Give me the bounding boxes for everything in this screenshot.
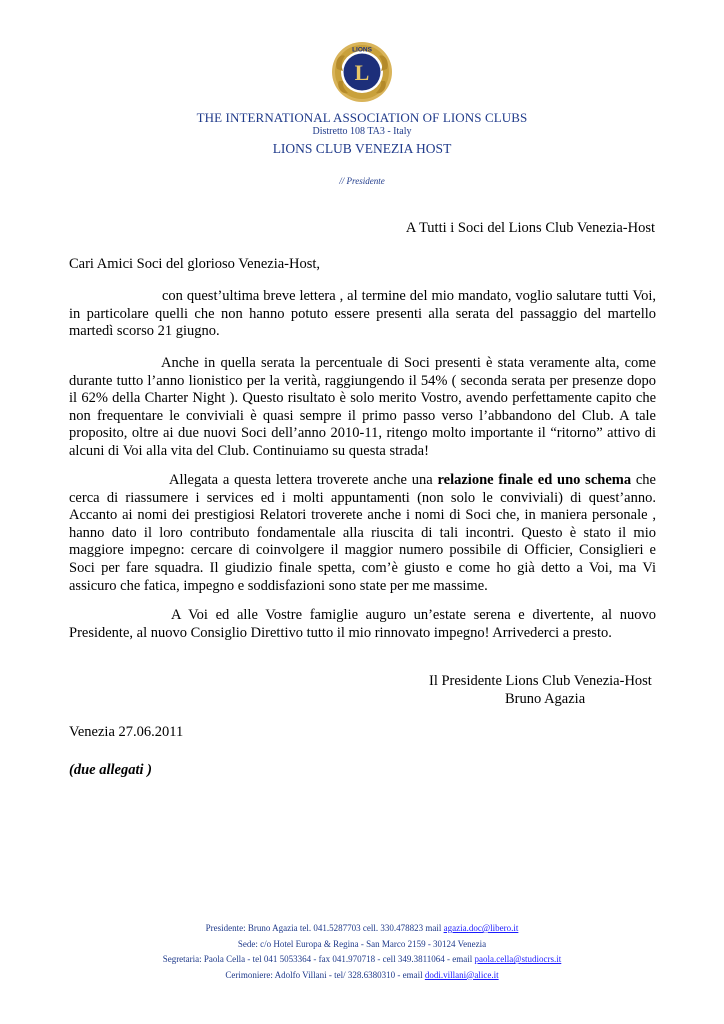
association-title: THE INTERNATIONAL ASSOCIATION OF LIONS CLUBS xyxy=(196,110,528,125)
footer-ceremony-line xyxy=(0,968,724,984)
paragraph-2-text: Anche in quella serata la percentuale di Soci presenti è stata veramente alta, come durante tutto l’anno lionistico per la verità, raggiungendo il 54% ( seconda serata per presenze dopo il 62% della Charter Night ). Questo risultato è solo merito Vostro, avendo perfettamente capito che non frequentare le conviviali è quasi sempre il primo passo verso l’abbandono del Club. A tale proposito, oltre ai due nuovi Soci dell’anno 2010-11, ritengo molto importante il “ritorno” attivo di alcuni di Voi alla vita del Club. Continuiamo su questa strada! xyxy=(69,355,656,459)
signature-block xyxy=(429,673,652,708)
office-label: // Presidente xyxy=(339,176,385,186)
greeting: Cari Amici Soci del glorioso Venezia-Host, xyxy=(69,256,321,272)
lions-logo xyxy=(331,41,393,103)
paragraph-2 xyxy=(69,355,656,461)
paragraph-4-text: A Voi ed alle Vostre famiglie auguro un’estate serena e divertente, al nuovo Presidente, al nuovo Consiglio Direttivo tutto il mio rinnovato impegno! Arrivederci a presto. xyxy=(69,607,656,641)
club-name: LIONS CLUB VENEZIA HOST xyxy=(272,141,452,156)
logo-text: LIONS xyxy=(352,46,372,54)
logo-letter: L xyxy=(354,60,370,85)
footer-ceremony-text: Cerimoniere: Adolfo Villani - tel/ 328.6380310 - email xyxy=(225,969,425,980)
paragraph-3-text-a: Allegata a questa lettera troverete anche una xyxy=(169,472,438,488)
attachments-note: (due allegati ) xyxy=(69,762,152,778)
president-email-link[interactable]: agazia.doc@libero.it xyxy=(443,923,519,933)
footer-president-line xyxy=(0,921,724,937)
footer-secretary-line xyxy=(0,952,724,968)
footer-secretary-text: Segretaria: Paola Cella - tel 041 5053364 - fax 041.970718 - cell 349.3811064 - email xyxy=(162,954,475,965)
footer-seat-line: Sede: c/o Hotel Europa & Regina - San Marco 2159 - 30124 Venezia xyxy=(237,938,487,949)
signature-name: Bruno Agazia xyxy=(505,690,586,707)
letter-date: Venezia 27.06.2011 xyxy=(69,724,184,740)
paragraph-4 xyxy=(69,607,656,642)
paragraph-1 xyxy=(69,288,656,341)
footer-contacts xyxy=(0,921,724,983)
secretary-email-link[interactable]: paola.cella@studiocrs.it xyxy=(474,954,562,965)
footer-president-text: Presidente: Bruno Agazia tel. 041.5287703 cell. 330.478823 mail xyxy=(205,923,444,933)
paragraph-1-text: con quest’ultima breve lettera , al termine del mio mandato, voglio salutare tutti Voi, in particolare quelli che non hanno potuto essere presenti alla serata del passaggio del martello martedì scorso 21 giugno. xyxy=(69,288,656,340)
district-line: Distretto 108 TA3 - Italy xyxy=(312,126,412,137)
addressee: A Tutti i Soci del Lions Club Venezia-Host xyxy=(405,220,655,236)
paragraph-3-text-b: che cerca di riassumere i services ed i molti appuntamenti (non solo le conviviali) di quest’anno. Accanto ai nomi dei prestigiosi Relatori troverete anche i nomi di Soci che, in maniera personale , hanno dato il loro contributo fondamentale alla riuscita di tali incontri. Questo è stato il mio maggiore impegno: cercare di coinvolgere il maggior numero possibile di Officier, Consiglieri e Soci per fare squadra. Il giudizio finale spetta, com’è giusto e come ho già detto a Voi, ma Vi assicuro che fatica, impegno e soddisfazioni sono state per me massime. xyxy=(69,472,656,594)
paragraph-3 xyxy=(69,472,656,595)
signature-title: Il Presidente Lions Club Venezia-Host xyxy=(429,673,652,689)
ceremony-email-link[interactable]: dodi.villani@alice.it xyxy=(424,969,499,980)
paragraph-3-emphasis: relazione finale ed uno schema xyxy=(437,472,632,488)
